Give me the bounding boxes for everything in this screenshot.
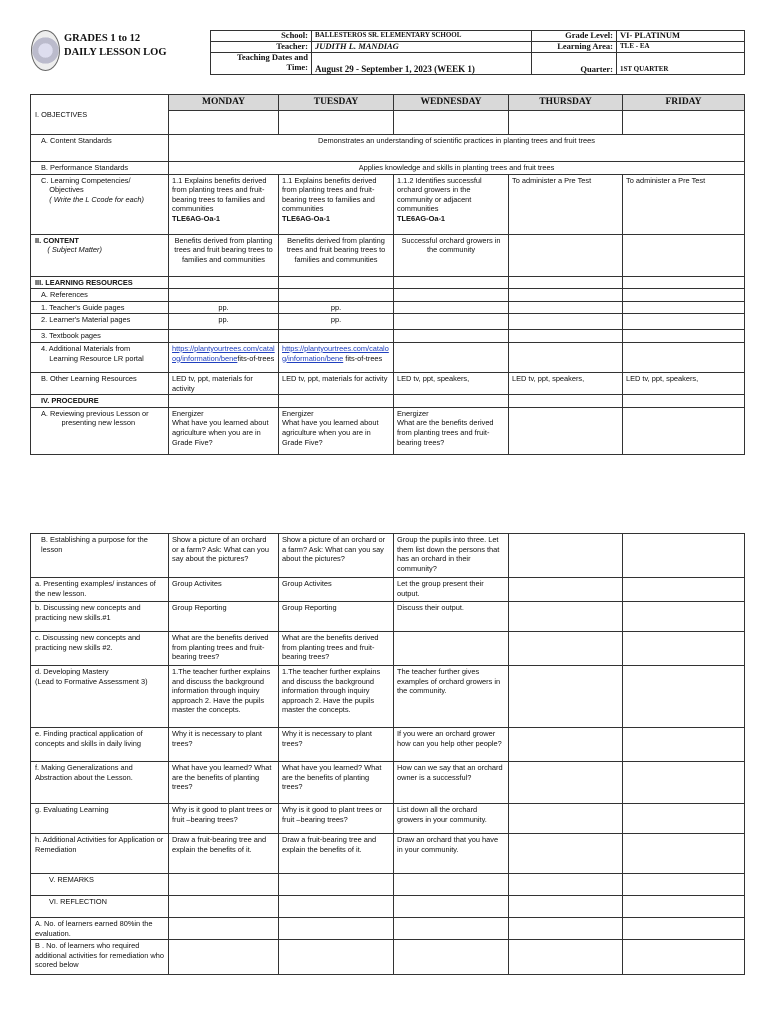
references-label: A. References bbox=[31, 289, 169, 302]
content-standards-label: A. Content Standards bbox=[31, 135, 169, 162]
examples-monday: Group Activites bbox=[169, 578, 279, 602]
competency-thursday: To administer a Pre Test bbox=[509, 174, 623, 234]
additional-monday: Draw a fruit-bearing tree and explain the benefits of it. bbox=[169, 834, 279, 874]
area-label: Learning Area: bbox=[532, 42, 617, 53]
tg-pages-tuesday: pp. bbox=[279, 301, 394, 314]
discussing-concepts-1-label: b. Discussing new concepts and practicing new skills.#1 bbox=[31, 602, 169, 632]
competencies-label: C. Learning Competencies/ Objectives ( Write the L Ccode for each) bbox=[31, 174, 169, 234]
practical-application-label: e. Finding practical application of concepts and skills in daily living bbox=[31, 728, 169, 762]
practical-wednesday: If you were an orchard grower how can you help other people? bbox=[394, 728, 509, 762]
deped-seal-logo bbox=[31, 30, 60, 71]
title-grades: GRADES 1 to 12 bbox=[64, 33, 141, 44]
discussion2-tuesday: What are the benefits derived from planting trees and fruit-bearing trees? bbox=[279, 632, 394, 666]
teachers-guide-label: 1. Teacher's Guide pages bbox=[31, 301, 169, 314]
review-wednesday: Energizer What are the benefits derived from planting trees and fruit-bearing trees? bbox=[394, 407, 509, 454]
objectives-heading: I. OBJECTIVES bbox=[31, 95, 169, 135]
lesson-table-part1 bbox=[30, 94, 745, 455]
evaluation-tuesday: Why is it good to plant trees or fruit –bearing trees? bbox=[279, 804, 394, 834]
practical-tuesday: Why it is necessary to plant trees? bbox=[279, 728, 394, 762]
content-wednesday: Successful orchard growers in the community bbox=[394, 234, 509, 276]
additional-materials-tuesday: https://plantyourtrees.com/catalog/information/bene fits-of-trees bbox=[279, 342, 394, 372]
school-value: BALLESTEROS SR. ELEMENTARY SCHOOL bbox=[312, 31, 532, 42]
teacher-label: Teacher: bbox=[211, 42, 312, 53]
reviewing-lesson-label: A. Reviewing previous Lesson or presenting new lesson bbox=[31, 407, 169, 454]
content-tuesday: Benefits derived from planting trees and fruit bearing trees to families and communities bbox=[279, 234, 394, 276]
header-info-table bbox=[210, 30, 745, 75]
performance-standards-label: B. Performance Standards bbox=[31, 162, 169, 175]
lr-portal-link[interactable]: https://plantyourtrees.com/catalog/information/bene bbox=[172, 343, 275, 363]
competency-tuesday: 1.1 Explains benefits derived from planting trees and fruit-bearing trees to families and communities TLE6AG-Oa-1 bbox=[279, 174, 394, 234]
day-header: MONDAY bbox=[169, 95, 279, 111]
title-daily-lesson-log: DAILY LESSON LOG bbox=[64, 47, 167, 58]
generalization-monday: What have you learned? What are the benefits of planting trees? bbox=[169, 762, 279, 804]
content-monday: Benefits derived from planting trees and fruit bearing trees to families and communities bbox=[169, 234, 279, 276]
mastery-wednesday: The teacher further gives examples of orchard growers in the community. bbox=[394, 666, 509, 728]
discussion1-monday: Group Reporting bbox=[169, 602, 279, 632]
other-resources-thursday: LED tv, ppt, speakers, bbox=[509, 372, 623, 394]
school-label: School: bbox=[211, 31, 312, 42]
competency-friday: To administer a Pre Test bbox=[623, 174, 745, 234]
review-monday: Energizer What have you learned about agriculture when you are in Grade Five? bbox=[169, 407, 279, 454]
learning-resources-heading: III. LEARNING RESOURCES bbox=[31, 276, 169, 289]
content-standards-text: Demonstrates an understanding of scientific practices in planting trees and fruit trees bbox=[169, 135, 745, 162]
grade-label: Grade Level: bbox=[532, 31, 617, 42]
performance-standards-text: Applies knowledge and skills in planting trees and fruit trees bbox=[169, 162, 745, 175]
learners-remediation-label: B . No. of learners who required additional activities for remediation who scored below bbox=[31, 940, 169, 975]
purpose-monday: Show a picture of an orchard or a farm? Ask: What can you say about the pictures? bbox=[169, 534, 279, 578]
presenting-examples-label: a. Presenting examples/ instances of the new lesson. bbox=[31, 578, 169, 602]
discussion1-tuesday: Group Reporting bbox=[279, 602, 394, 632]
lesson-table-part2 bbox=[30, 533, 745, 975]
examples-tuesday: Group Activites bbox=[279, 578, 394, 602]
additional-tuesday: Draw a fruit-bearing tree and explain the benefits of it. bbox=[279, 834, 394, 874]
additional-materials-label: 4. Additional Materials from Learning Resource LR portal bbox=[31, 342, 169, 372]
discussion1-wednesday: Discuss their output. bbox=[394, 602, 509, 632]
learners-80-percent-label: A. No. of learners earned 80%in the evaluation. bbox=[31, 918, 169, 940]
competency-monday: 1.1 Explains benefits derived from planting trees and fruit-bearing trees to families and communities TLE6AG-Oa-1 bbox=[169, 174, 279, 234]
generalization-wednesday: How can we say that an orchard owner is a successful? bbox=[394, 762, 509, 804]
area-value: TLE - EA bbox=[617, 42, 745, 53]
reflection-heading: VI. REFLECTION bbox=[31, 896, 169, 918]
additional-materials-monday: https://plantyourtrees.com/catalog/information/benefits-of-trees bbox=[169, 342, 279, 372]
tg-pages-monday: pp. bbox=[169, 301, 279, 314]
quarter-value: 1ST QUARTER bbox=[617, 53, 745, 75]
purpose-wednesday: Group the pupils into three. Let them list down the persons that has an orchard in their community? bbox=[394, 534, 509, 578]
quarter-label: Quarter: bbox=[532, 53, 617, 75]
other-resources-wednesday: LED tv, ppt, speakers, bbox=[394, 372, 509, 394]
competency-wednesday: 1.1.2 Identifies successful orchard growers in the community or adjacent communities TLE6AG-Oa-1 bbox=[394, 174, 509, 234]
discussing-concepts-2-label: c. Discussing new concepts and practicing new skills #2. bbox=[31, 632, 169, 666]
evaluation-wednesday: List down all the orchard growers in your community. bbox=[394, 804, 509, 834]
teacher-value: JUDITH L. MANDIAG bbox=[312, 42, 532, 53]
day-header: TUESDAY bbox=[279, 95, 394, 111]
evaluation-monday: Why is it good to plant trees or fruit –bearing trees? bbox=[169, 804, 279, 834]
mastery-monday: 1.The teacher further explains and discuss the background information through inquiry approach 2. Have the pupils master the concepts. bbox=[169, 666, 279, 728]
dates-label: Teaching Dates and Time: bbox=[211, 53, 312, 75]
examples-wednesday: Let the group present their output. bbox=[394, 578, 509, 602]
procedure-heading: IV. PROCEDURE bbox=[31, 395, 169, 408]
additional-activities-label: h. Additional Activities for Application or Remediation bbox=[31, 834, 169, 874]
mastery-tuesday: 1.The teacher further explains and discuss the background information through inquiry approach 2. Have the pupils master the concepts. bbox=[279, 666, 394, 728]
developing-mastery-label: d. Developing Mastery (Lead to Formative Assessment 3) bbox=[31, 666, 169, 728]
lm-pages-tuesday: pp. bbox=[279, 314, 394, 330]
generalizations-label: f. Making Generalizations and Abstraction about the Lesson. bbox=[31, 762, 169, 804]
content-label: II. CONTENT ( Subject Matter) bbox=[31, 234, 169, 276]
dates-value: August 29 - September 1, 2023 (WEEK 1) bbox=[312, 53, 532, 75]
day-header: WEDNESDAY bbox=[394, 95, 509, 111]
remarks-heading: V. REMARKS bbox=[31, 874, 169, 896]
day-header: FRIDAY bbox=[623, 95, 745, 111]
generalization-tuesday: What have you learned? What are the benefits of planting trees? bbox=[279, 762, 394, 804]
other-resources-tuesday: LED tv, ppt, materials for activity bbox=[279, 372, 394, 394]
other-resources-monday: LED tv, ppt, materials for activity bbox=[169, 372, 279, 394]
learners-material-label: 2. Learner's Material pages bbox=[31, 314, 169, 330]
purpose-tuesday: Show a picture of an orchard or a farm? Ask: What can you say about the pictures? bbox=[279, 534, 394, 578]
evaluating-learning-label: g. Evaluating Learning bbox=[31, 804, 169, 834]
discussion2-monday: What are the benefits derived from planting trees and fruit-bearing trees? bbox=[169, 632, 279, 666]
other-resources-friday: LED tv, ppt, speakers, bbox=[623, 372, 745, 394]
textbook-pages-label: 3. Textbook pages bbox=[31, 330, 169, 343]
additional-wednesday: Draw an orchard that you have in your community. bbox=[394, 834, 509, 874]
lr-portal-link[interactable]: https://plantyourtrees.com/catalog/information/bene bbox=[282, 343, 389, 363]
grade-value: VI- PLATINUM bbox=[617, 31, 745, 42]
practical-monday: Why it is necessary to plant trees? bbox=[169, 728, 279, 762]
establishing-purpose-label: B. Establishing a purpose for the lesson bbox=[31, 534, 169, 578]
other-resources-label: B. Other Learning Resources bbox=[31, 372, 169, 394]
lm-pages-monday: pp. bbox=[169, 314, 279, 330]
review-tuesday: Energizer What have you learned about agriculture when you are in Grade Five? bbox=[279, 407, 394, 454]
day-header: THURSDAY bbox=[509, 95, 623, 111]
